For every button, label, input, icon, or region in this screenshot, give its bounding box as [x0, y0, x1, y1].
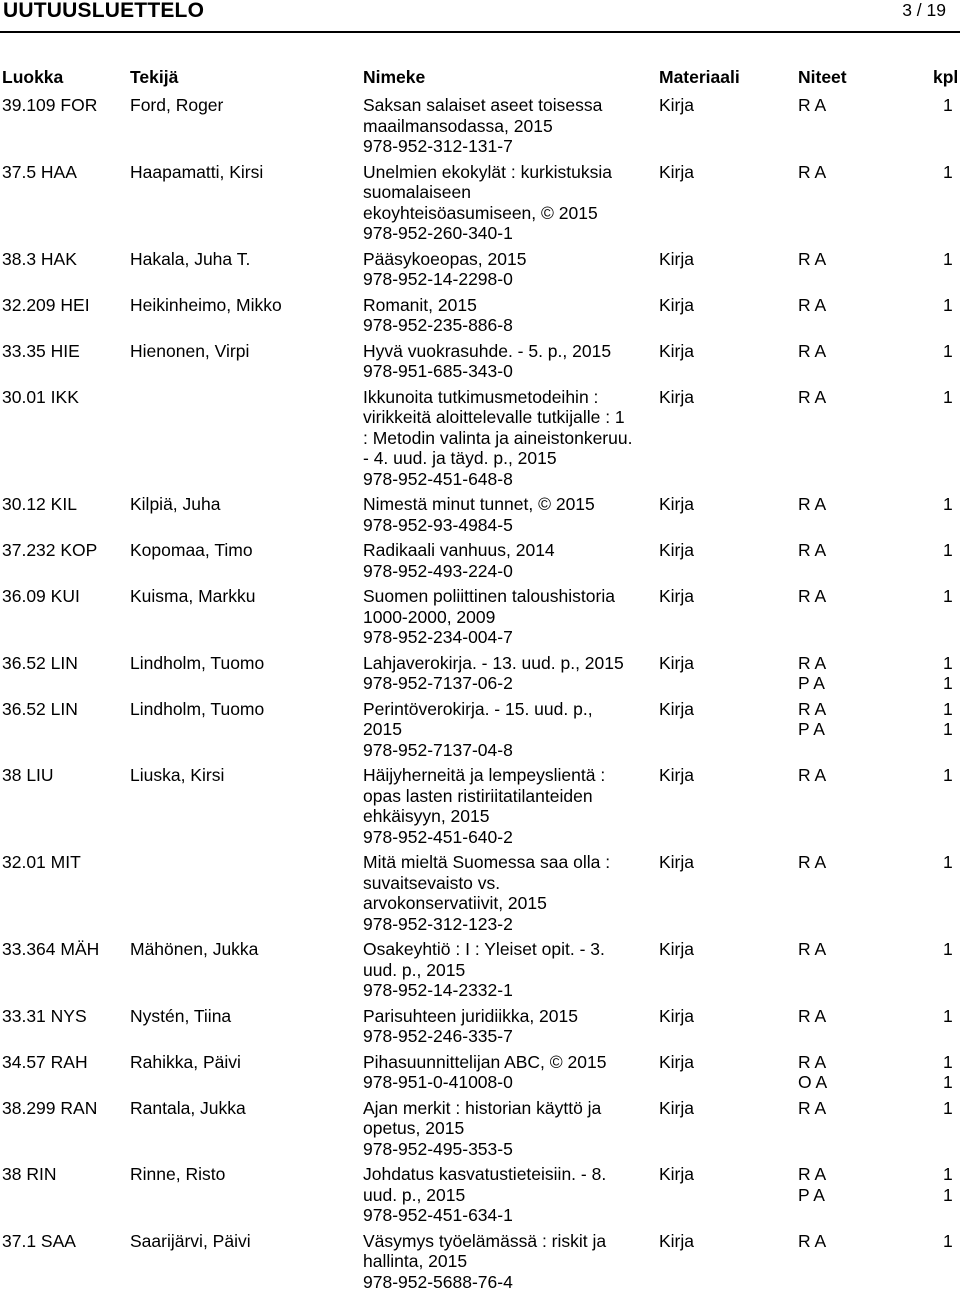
title-line: suomalaiseen — [363, 182, 471, 202]
cell-class: 36.52 LIN — [2, 698, 78, 719]
note-line: R A — [798, 652, 827, 673]
cell-count — [943, 341, 953, 362]
note-line: R A — [798, 1097, 827, 1118]
cell-author: Rahikka, Päivi — [130, 1051, 241, 1072]
title-line: 978-952-312-131-7 — [363, 136, 513, 156]
cell-title — [363, 939, 653, 1001]
title-line: arvokonservatiivit, 2015 — [363, 893, 547, 913]
note-line: R A — [798, 765, 827, 785]
cell-notes — [798, 540, 826, 561]
column-header-material: Materiaali — [659, 67, 740, 87]
title-line: 978-952-451-648-8 — [363, 468, 513, 489]
title-line: hallinta, 2015 — [363, 1251, 468, 1271]
cell-notes — [798, 939, 826, 960]
table-row — [0, 387, 960, 490]
count-line: 1 — [943, 698, 953, 719]
cell-material: Kirja — [659, 95, 695, 115]
note-line: O A — [798, 1072, 828, 1092]
title-line: 978-952-312-123-2 — [363, 913, 513, 934]
note-line: P A — [798, 719, 825, 739]
table-row — [0, 540, 960, 581]
note-line: R A — [798, 340, 827, 361]
count-line: 1 — [943, 1164, 953, 1184]
title-line: Romanit, 2015 — [363, 294, 477, 315]
count-line: 1 — [943, 95, 953, 115]
cell-count — [943, 939, 953, 960]
cell-material: Kirja — [659, 1005, 695, 1026]
cell-count — [943, 699, 953, 740]
cell-title — [363, 249, 653, 290]
cell-title — [363, 95, 653, 157]
title-line: Pääsykoeopas, 2015 — [363, 248, 527, 269]
cell-class: 37.5 HAA — [2, 161, 77, 182]
cell-class: 30.01 IKK — [2, 386, 79, 407]
count-line: 1 — [943, 652, 953, 673]
title-line: 978-952-14-2332-1 — [363, 980, 513, 1000]
note-line: R A — [798, 1051, 827, 1072]
note-line: R A — [798, 95, 827, 115]
cell-material: Kirja — [659, 161, 695, 182]
cell-class: 36.09 KUI — [2, 586, 80, 606]
cell-material: Kirja — [659, 652, 695, 673]
cell-material: Kirja — [659, 1097, 695, 1118]
cell-material: Kirja — [659, 1164, 695, 1184]
cell-notes — [798, 341, 826, 362]
title-line: 978-951-0-41008-0 — [363, 1072, 513, 1092]
note-line: R A — [798, 698, 827, 719]
cell-author: Haapamatti, Kirsi — [130, 161, 264, 182]
title-line: Johdatus kasvatustieteisiin. - 8. — [363, 1164, 607, 1184]
cell-title — [363, 765, 653, 847]
count-line: 1 — [943, 248, 953, 269]
cell-notes — [798, 1231, 826, 1252]
cell-author: Kilpiä, Juha — [130, 494, 221, 514]
column-header-notes: Niteet — [798, 67, 847, 87]
title-line: ehkäisyyn, 2015 — [363, 806, 490, 826]
cell-notes — [798, 295, 826, 316]
cell-author: Mähönen, Jukka — [130, 939, 259, 959]
note-line: R A — [798, 1005, 827, 1026]
title-line: 978-952-260-340-1 — [363, 223, 513, 243]
cell-author: Rantala, Jukka — [130, 1097, 246, 1118]
title-line: 2015 — [363, 719, 402, 739]
cell-material: Kirja — [659, 540, 695, 560]
cell-material: Kirja — [659, 340, 695, 361]
title-line: 978-952-493-224-0 — [363, 560, 513, 581]
title-line: uud. p., 2015 — [363, 959, 466, 980]
title-line: 978-952-7137-06-2 — [363, 673, 513, 693]
cell-class: 34.57 RAH — [2, 1051, 88, 1072]
cell-count — [943, 653, 953, 694]
note-line: R A — [798, 852, 827, 872]
cell-count — [943, 586, 953, 607]
cell-count — [943, 1231, 953, 1252]
title-line: 978-952-246-335-7 — [363, 1026, 513, 1046]
cell-author: Ford, Roger — [130, 95, 224, 115]
cell-author: Nystén, Tiina — [130, 1005, 232, 1026]
title-line: : Metodin valinta ja aineistonkeruu. — [363, 427, 633, 448]
note-line: P A — [798, 673, 825, 693]
title-line: Ikkunoita tutkimusmetodeihin : — [363, 386, 599, 407]
note-line: R A — [798, 248, 827, 269]
title-line: 978-952-235-886-8 — [363, 315, 513, 335]
cell-class: 33.35 HIE — [2, 340, 80, 361]
page-header — [0, 0, 960, 32]
cell-class: 38 LIU — [2, 765, 54, 785]
cell-count — [943, 540, 953, 561]
title-line: uud. p., 2015 — [363, 1184, 466, 1205]
cell-class: 30.12 KIL — [2, 494, 77, 514]
title-line: Nimestä minut tunnet, © 2015 — [363, 494, 595, 514]
cell-notes — [798, 653, 826, 694]
count-line: 1 — [943, 161, 953, 182]
note-line: P A — [798, 1184, 825, 1205]
cell-title — [363, 162, 653, 244]
title-line: 1000-2000, 2009 — [363, 606, 496, 627]
cell-title — [363, 1231, 653, 1293]
cell-author: Hienonen, Virpi — [130, 340, 250, 361]
cell-notes — [798, 1164, 826, 1205]
cell-author: Saarijärvi, Päivi — [130, 1230, 251, 1251]
table-row — [0, 1006, 960, 1047]
catalog-title: UUTUUSLUETTELO — [3, 0, 205, 22]
title-line: 978-952-234-004-7 — [363, 627, 513, 647]
title-line: Ajan merkit : historian käyttö ja — [363, 1097, 602, 1118]
cell-material: Kirja — [659, 386, 695, 407]
title-line: Väsymys työelämässä : riskit ja — [363, 1230, 607, 1251]
title-line: Osakeyhtiö : I : Yleiset opit. - 3. — [363, 939, 605, 959]
cell-count — [943, 1164, 953, 1205]
count-line: 1 — [943, 1072, 953, 1092]
cell-author: Kopomaa, Timo — [130, 540, 253, 560]
note-line: R A — [798, 586, 827, 606]
title-line: 978-952-495-353-5 — [363, 1138, 513, 1159]
cell-count — [943, 387, 953, 408]
cell-class: 33.364 MÄH — [2, 939, 100, 959]
cell-count — [943, 295, 953, 316]
column-header-count: kpl — [933, 67, 959, 87]
title-line: Mitä mieltä Suomessa saa olla : — [363, 852, 611, 872]
title-line: 978-951-685-343-0 — [363, 361, 513, 381]
cell-title — [363, 1098, 653, 1160]
count-line: 1 — [943, 1051, 953, 1072]
title-line: Perintöverokirja. - 15. uud. p., — [363, 698, 593, 719]
title-line: Häijyherneitä ja lempeyslientä : — [363, 765, 606, 785]
cell-material: Kirja — [659, 852, 695, 872]
count-line: 1 — [943, 852, 953, 872]
cell-class: 33.31 NYS — [2, 1005, 87, 1026]
count-line: 1 — [943, 1097, 953, 1118]
count-line: 1 — [943, 494, 953, 514]
cell-author: Liuska, Kirsi — [130, 765, 225, 785]
count-line: 1 — [943, 1005, 953, 1026]
cell-class: 39.109 FOR — [2, 95, 98, 115]
title-line: Suomen poliittinen taloushistoria — [363, 586, 615, 606]
cell-class: 38.299 RAN — [2, 1097, 98, 1118]
count-line: 1 — [943, 765, 953, 785]
cell-title — [363, 1052, 653, 1093]
cell-title — [363, 852, 653, 934]
cell-class: 37.232 KOP — [2, 540, 98, 560]
table-row — [0, 95, 960, 157]
note-line: R A — [798, 1230, 827, 1251]
table-row — [0, 162, 960, 244]
title-line: ekoyhteisöasumiseen, © 2015 — [363, 202, 598, 223]
cell-title — [363, 1164, 653, 1226]
title-line: Lahjaverokirja. - 13. uud. p., 2015 — [363, 652, 624, 673]
cell-notes — [798, 699, 826, 740]
title-line: 978-952-7137-04-8 — [363, 739, 513, 760]
cell-title — [363, 494, 653, 535]
note-line: R A — [798, 939, 827, 959]
table-row — [0, 1098, 960, 1160]
count-line: 1 — [943, 540, 953, 560]
cell-count — [943, 1052, 953, 1093]
table-row — [0, 852, 960, 934]
count-line: 1 — [943, 673, 953, 693]
count-line: 1 — [943, 939, 953, 959]
catalog-table — [0, 95, 960, 1297]
column-headers — [0, 67, 960, 91]
table-row — [0, 1164, 960, 1226]
table-row — [0, 341, 960, 382]
note-line: R A — [798, 1164, 827, 1184]
header-divider — [0, 31, 960, 33]
count-line: 1 — [943, 294, 953, 315]
cell-author: Lindholm, Tuomo — [130, 652, 265, 673]
count-line: 1 — [943, 1230, 953, 1251]
cell-title — [363, 295, 653, 336]
table-row — [0, 699, 960, 761]
cell-class: 38 RIN — [2, 1164, 57, 1184]
cell-count — [943, 494, 953, 515]
cell-material: Kirja — [659, 248, 695, 269]
cell-title — [363, 653, 653, 694]
title-line: 978-952-5688-76-4 — [363, 1271, 513, 1292]
cell-title — [363, 341, 653, 382]
title-line: Radikaali vanhuus, 2014 — [363, 540, 555, 560]
count-line: 1 — [943, 719, 953, 739]
cell-material: Kirja — [659, 1051, 695, 1072]
column-header-class: Luokka — [2, 67, 64, 87]
cell-title — [363, 387, 653, 490]
cell-notes — [798, 249, 826, 270]
table-row — [0, 1052, 960, 1093]
column-header-author: Tekijä — [130, 67, 179, 87]
cell-count — [943, 1006, 953, 1027]
column-header-title: Nimeke — [363, 67, 426, 87]
cell-title — [363, 586, 653, 648]
cell-author: Rinne, Risto — [130, 1164, 226, 1184]
cell-count — [943, 162, 953, 183]
cell-notes — [798, 1006, 826, 1027]
cell-notes — [798, 765, 826, 786]
table-row — [0, 295, 960, 336]
cell-author: Kuisma, Markku — [130, 586, 256, 606]
cell-material: Kirja — [659, 294, 695, 315]
title-line: Pihasuunnittelijan ABC, © 2015 — [363, 1051, 607, 1072]
table-row — [0, 249, 960, 290]
cell-class: 37.1 SAA — [2, 1230, 76, 1251]
cell-notes — [798, 387, 826, 408]
cell-count — [943, 95, 953, 116]
title-line: 978-952-93-4984-5 — [363, 514, 513, 535]
table-row — [0, 939, 960, 1001]
title-line: suvaitsevaisto vs. — [363, 872, 501, 893]
cell-material: Kirja — [659, 494, 695, 514]
cell-notes — [798, 162, 826, 183]
title-line: Parisuhteen juridiikka, 2015 — [363, 1005, 578, 1026]
title-line: opas lasten ristiriitatilanteiden — [363, 785, 593, 806]
title-line: 978-952-451-634-1 — [363, 1205, 513, 1225]
cell-material: Kirja — [659, 586, 695, 606]
cell-notes — [798, 586, 826, 607]
cell-count — [943, 765, 953, 786]
cell-author: Lindholm, Tuomo — [130, 698, 265, 719]
title-line: 978-952-451-640-2 — [363, 826, 513, 847]
cell-author: Hakala, Juha T. — [130, 248, 251, 269]
cell-material: Kirja — [659, 939, 695, 959]
title-line: Hyvä vuokrasuhde. - 5. p., 2015 — [363, 340, 612, 361]
note-line: R A — [798, 294, 827, 315]
count-line: 1 — [943, 586, 953, 606]
cell-notes — [798, 1052, 827, 1093]
cell-class: 32.209 HEI — [2, 294, 90, 315]
cell-class: 38.3 HAK — [2, 248, 77, 269]
title-line: opetus, 2015 — [363, 1118, 465, 1138]
cell-notes — [798, 1098, 826, 1119]
table-row — [0, 1231, 960, 1293]
cell-count — [943, 1098, 953, 1119]
cell-notes — [798, 494, 826, 515]
title-line: Unelmien ekokylät : kurkistuksia — [363, 161, 612, 182]
cell-author: Heikinheimo, Mikko — [130, 294, 282, 315]
note-line: R A — [798, 540, 827, 560]
cell-material: Kirja — [659, 765, 695, 785]
note-line: R A — [798, 161, 827, 182]
cell-class: 32.01 MIT — [2, 852, 81, 872]
count-line: 1 — [943, 340, 953, 361]
cell-notes — [798, 95, 826, 116]
cell-title — [363, 540, 653, 581]
cell-material: Kirja — [659, 1230, 695, 1251]
cell-class: 36.52 LIN — [2, 652, 78, 673]
cell-notes — [798, 852, 826, 873]
title-line: maailmansodassa, 2015 — [363, 115, 553, 136]
table-row — [0, 765, 960, 847]
table-row — [0, 586, 960, 648]
cell-title — [363, 1006, 653, 1047]
page-number: 3 / 19 — [902, 0, 946, 20]
count-line: 1 — [943, 386, 953, 407]
cell-title — [363, 699, 653, 761]
title-line: virikkeitä aloittelevalle tutkijalle : 1 — [363, 407, 625, 427]
cell-material: Kirja — [659, 698, 695, 719]
cell-count — [943, 249, 953, 270]
table-row — [0, 653, 960, 694]
count-line: 1 — [943, 1184, 953, 1205]
title-line: Saksan salaiset aseet toisessa — [363, 95, 603, 115]
table-row — [0, 494, 960, 535]
cell-count — [943, 852, 953, 873]
note-line: R A — [798, 386, 827, 407]
title-line: - 4. uud. ja täyd. p., 2015 — [363, 448, 557, 468]
title-line: 978-952-14-2298-0 — [363, 269, 513, 289]
note-line: R A — [798, 494, 827, 514]
